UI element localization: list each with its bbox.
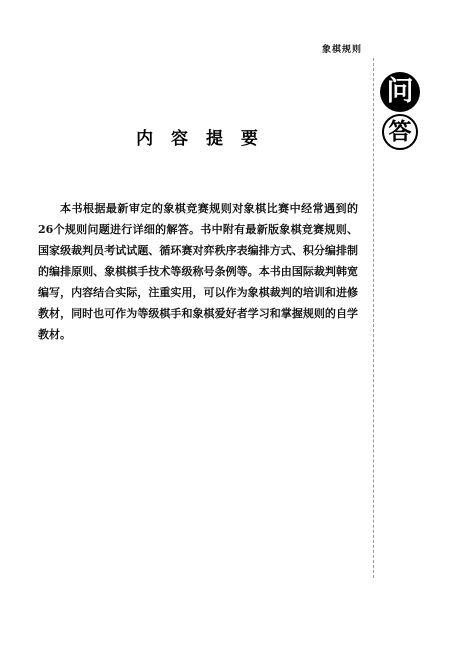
- side-tab-da: 答: [382, 114, 418, 150]
- abstract-body: 本书根据最新审定的象棋竞赛规则对象棋比赛中经常遇到的26个规则问题进行详细的解答。书中附有最新版象棋竞赛规则、国家级裁判员考试试题、循环赛对弈秩序表编排方式、积分编排制的编排原则、象棋棋手技术等级称号条例等。本书由国际裁判韩宽编写，内容结合实际，注重实用，可以作为象棋裁判的培训和进修教材，同时也可作为等级棋手和象棋爱好者学习和掌握规则的自学教材。: [38, 202, 358, 341]
- binding-line: [373, 58, 374, 578]
- section-title: 内 容 提 要: [136, 129, 264, 149]
- running-header: 象棋规则: [322, 45, 363, 55]
- side-tab-wen: 问: [380, 72, 420, 112]
